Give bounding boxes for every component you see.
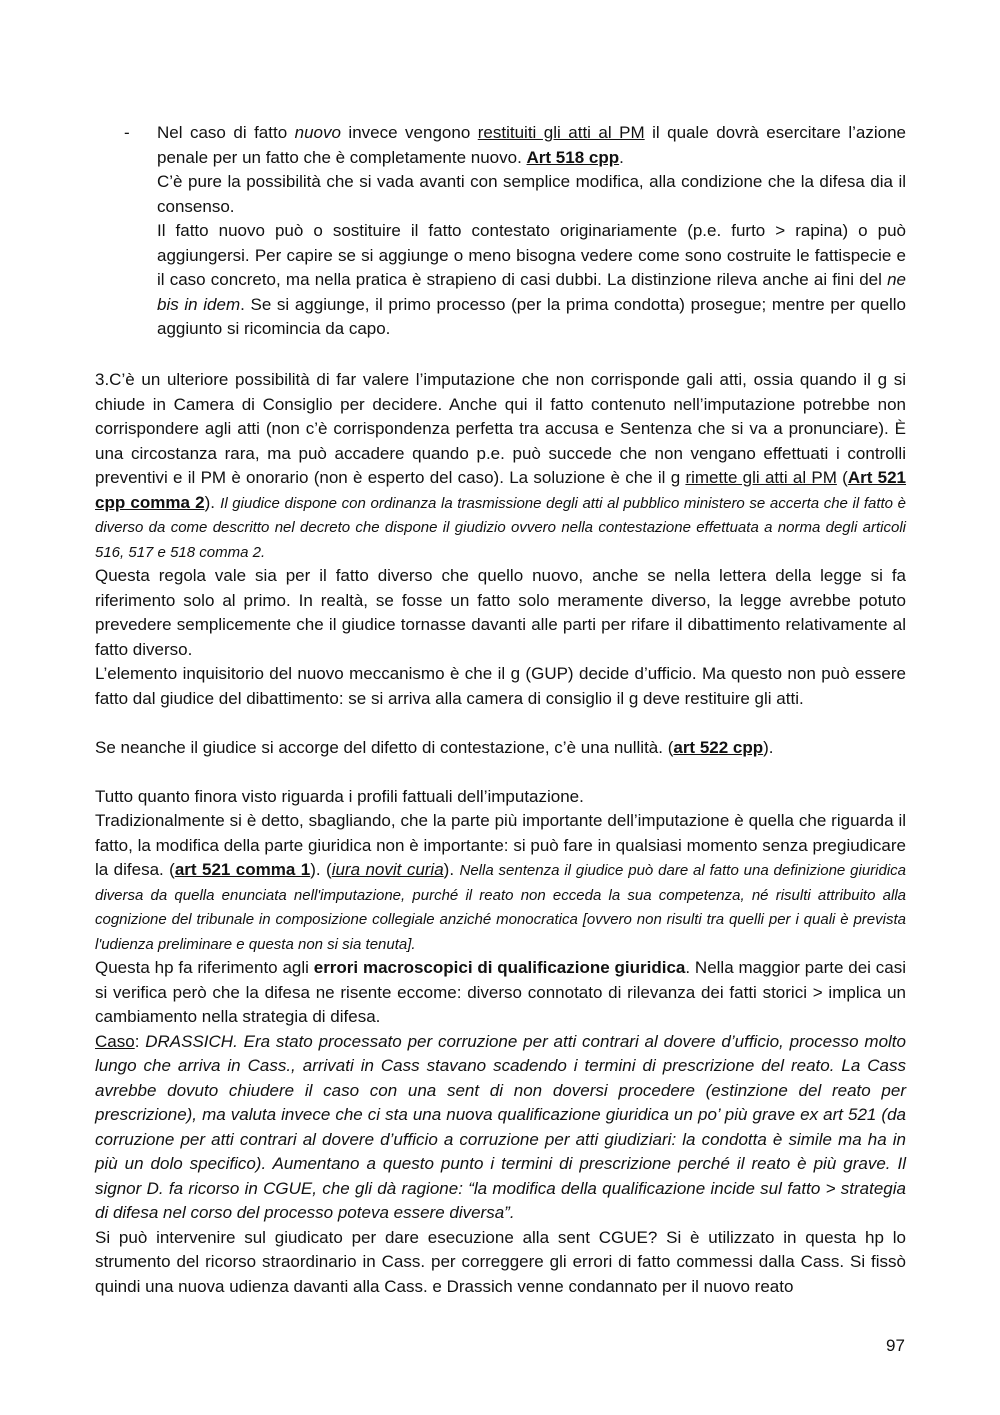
main-body [95, 368, 906, 1299]
paragraph-rule: Questa regola vale sia per il fatto diverso che quello nuovo, anche se nella lettera della legge si fa riferimento solo al primo. In realtà, se fosse un fatto solo meramente diverso, la legge avrebbe potuto prevedere semplicemente che il giudice tornasse davanti alle parti per rifare il dibattimento relativamente al fatto diverso. [95, 566, 906, 659]
article-ref: art 522 cpp [673, 737, 764, 757]
underlined-phrase: restituiti gli atti al PM [477, 123, 645, 142]
law-quote: Nella sentenza il giudice può dare al fatto una definizione giuridica diversa da quella enunciata nell'imputazione, purché il reato non ecceda la sua competenza, né risulti attribuito alla cognizione del tribunale in composizione collegiale anziché monocratica [ovvero non risulti tra quelli per i quali è prevista l'udienza preliminare e questa non si sia tenuta]. [95, 862, 907, 953]
paragraph-3: 3.C’è un ulteriore possibilità di far valere l’imputazione che non corrisponde gali atti, ossia quando il g si chiude in Camera di Consiglio per decidere. Anche qui il fatto contenuto nell’imputazione potrebbe non corrispondere agli atti (non c’è corrispondenza perfetta tra accusa e Sentenza che si va a pronunciare). È una circostanza rara, ma può accadere quando p.e. può succede che non vengano effettuati i controlli preventivi e il PM è onorario (non è esperto del caso). La soluzione è che il g rimette gli atti al PM (Art 521 cpp comma 2). Il giudice dispone con ordinanza la trasmissione degli atti al pubblico ministero se accerta che il fatto è diverso da come descritto nel decreto che dispone il giudizio ovvero nella contestazione effettuata a norma degli articoli 516, 517 e 518 comma 2. [95, 370, 907, 561]
paragraph-inquisitorio: L’elemento inquisitorio del nuovo meccanismo è che il g (GUP) decide d’ufficio. Ma questo non può essere fatto dal giudice del dibattimento: se si arriva alla camera di consiglio il g deve restituire gli atti. [95, 664, 906, 708]
article-ref: Art 518 cpp [526, 147, 620, 167]
bullet-paragraph-2: C’è pure la possibilità che si vada avanti con semplice modifica, alla condizione che la difesa dia il consenso. [157, 172, 906, 216]
bullet-item [157, 121, 906, 342]
bullet-dash: - [124, 123, 130, 142]
paragraph-summary: Tutto quanto finora visto riguarda i profili fattuali dell’imputazione. [95, 786, 584, 806]
paragraph-nullita: Se neanche il giudice si accorge del difetto di contestazione, c’è una nullità. (art 522 cpp). [95, 737, 774, 757]
paragraph-errori: Questa hp fa riferimento agli errori macroscopici di qualificazione giuridica. Nella maggior parte dei casi si verifica però che la difesa ne risente eccome: diverso connotato di rilevanza dei fatti storici > implica un cambiamento nella strategia di difesa. [95, 958, 906, 1026]
paragraph-tradizionalmente: Tradizionalmente si è detto, sbagliando, che la parte più importante dell’imputazione è quella che riguarda il fatto, la modifica della parte giuridica non è importante: si può fare in qualsiasi momento senza pregiudicare la difesa. (art 521 comma 1). (iura novit curia). Nella sentenza il giudice può dare al fatto una definizione giuridica diversa da quella enunciata nell'imputazione, purché il reato non ecceda la sua competenza, né risulti attribuito alla cognizione del tribunale in composizione collegiale anziché monocratica [ovvero non risulti tra quelli per i quali è prevista l'udienza preliminare e questa non si sia tenuta]. [95, 811, 907, 953]
paragraph-caso: Caso: DRASSICH. Era stato processato per corruzione per atti contrari al dovere d’ufficio, processo molto lungo che arriva in Cass., arrivati in Cass stavano scadendo i termini di prescrizione del reato. La Cass avrebbe dovuto chiudere il caso con una sent di non doversi procedere (estinzione del reato per prescrizione), ma valuta invece che ci sta una nuova qualificazione giuridica un po’ più grave ex art 521 (da corruzione per atti contrari al dovere d’ufficio a corruzione per atti giudiziari: la condotta è simile ma ha in più un dolo specifico). Aumentano a questo punto i termini di prescrizione perché il reato è più grave. Il signor D. fa ricorso in CGUE, che gli dà ragione: “la modifica della qualificazione incide sul fatto > strategia di difesa nel corso del processo poteva essere diversa”. [95, 1031, 906, 1222]
paragraph-giudicato: Si può intervenire sul giudicato per dare esecuzione alla sent CGUE? Si è utilizzato in questa hp lo strumento del ricorso straordinario in Cass. per correggere gli errori di fatto commessi dalla Cass. Si fissò quindi una nuova udienza davanti alla Cass. e Drassich venne condannato per il nuovo reato [95, 1227, 906, 1296]
article-ref: Art 521 cpp comma 2 [95, 468, 907, 512]
bullet-paragraph-1: Nel caso di fatto nuovo invece vengono restituiti gli atti al PM il quale dovrà esercitare l’azione penale per un fatto che è completamente nuovo. Art 518 cpp. [157, 123, 906, 167]
article-ref: art 521 comma 1 [174, 860, 311, 879]
bullet-paragraph-3: Il fatto nuovo può o sostituire il fatto contestato originariamente (p.e. furto > rapina) o può aggiungersi. Per capire se si aggiunge o meno bisogna vedere come sono costruite le fattispecie e il caso concreto, ma nella pratica è strapieno di casi dubbi. La distinzione rileva anche ai fini del ne bis in idem. Se si aggiunge, il primo processo (per la prima condotta) prosegue; mentre per quello aggiunto si ricomincia da capo. [157, 221, 906, 338]
page-number: 97 [886, 1336, 905, 1355]
law-quote: Il giudice dispone con ordinanza la trasmissione degli atti al pubblico ministero se accerta che il fatto è diverso da come descritto nel decreto che dispone il giudizio ovvero nella contestazione effettuata a norma degli articoli 516, 517 e 518 comma 2. [95, 494, 906, 561]
